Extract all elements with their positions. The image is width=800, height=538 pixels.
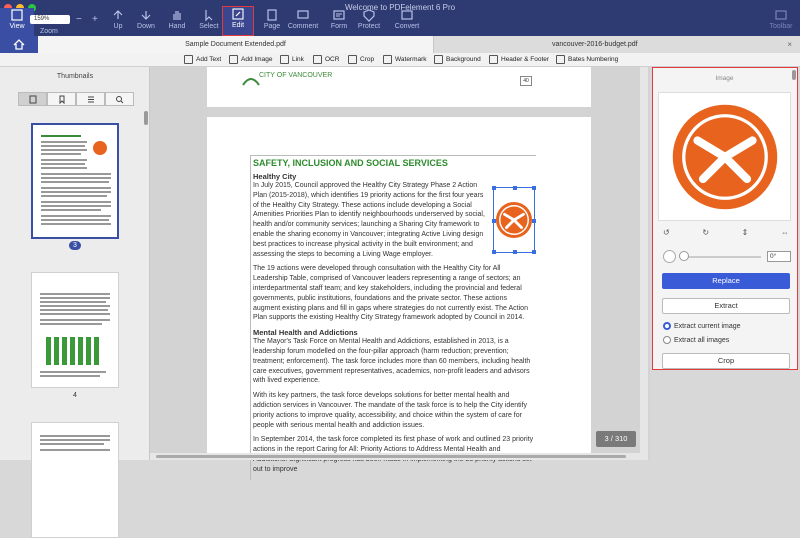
background-button[interactable]: [434, 55, 481, 64]
page-counter: 3 / 310: [596, 431, 636, 447]
hands-logo-icon: [495, 201, 533, 239]
image-panel-title: Image: [715, 75, 734, 82]
paragraph-5[interactable]: In September 2014, the task force completed its first phase of work and outlined 23 priority actions in the report Caring for All: Priority Actions to Address Mental Health and out to improve: [253, 436, 534, 473]
tab-sample-document[interactable]: Sample Document Extended.pdf: [38, 36, 434, 53]
document-vertical-scrollbar[interactable]: [640, 67, 648, 460]
down-arrow-icon: [130, 8, 162, 23]
down-button[interactable]: [130, 8, 162, 36]
subheading-healthy-city: Healthy City: [253, 172, 297, 181]
image-preview: [658, 92, 791, 221]
thumbnail-page-3[interactable]: [31, 123, 119, 239]
view-button[interactable]: [0, 8, 34, 36]
image-properties-panel: [652, 67, 798, 370]
extract-all-label: Extract all images: [674, 336, 730, 344]
comment-icon: [287, 8, 319, 23]
zoom-in-icon[interactable]: +: [92, 14, 98, 25]
convert-label: Convert: [394, 23, 420, 30]
edit-toolbar: [0, 53, 800, 67]
section-heading: SAFETY, INCLUSION AND SOCIAL SERVICES: [253, 158, 448, 168]
list-icon: [87, 95, 95, 104]
extract-current-label: Extract current image: [674, 322, 741, 330]
background-label: Background: [446, 56, 481, 63]
down-label: Down: [137, 23, 155, 30]
background-icon: [434, 55, 443, 64]
rotation-slider-handle[interactable]: [679, 251, 689, 261]
rotate-right-icon[interactable]: ↻: [702, 228, 710, 237]
paragraph-3[interactable]: The Mayor's Task Force on Mental Health and Addictions, established in 2013, is a leadership forum modelled on the four-pillar approach (harm reduction; prevention; treatment; enforcement). The task force includes more than 60 members, including health care executives, government representatives, academics, non-profit leaders and advisors with lived experience.: [253, 338, 531, 385]
hand-button[interactable]: [161, 8, 193, 36]
flip-vertical-icon[interactable]: ⇕: [741, 228, 749, 237]
thumbnails-title: Thumbnails: [56, 73, 94, 80]
ocr-icon: [313, 55, 322, 64]
radio-unchecked-icon: [663, 336, 671, 344]
home-button[interactable]: [0, 36, 38, 53]
toolbar-toggle-button[interactable]: [764, 8, 798, 36]
link-label: Link: [292, 56, 304, 63]
convert-icon: [390, 8, 424, 23]
add-image-icon: [229, 55, 238, 64]
subheading-mental-health: Mental Health and Addictions: [253, 328, 358, 338]
tab-thumbnails[interactable]: [18, 92, 47, 106]
city-logo-icon: [241, 71, 261, 89]
form-label: Form: [330, 23, 348, 30]
radio-checked-icon: [663, 322, 671, 330]
view-label: View: [9, 23, 25, 30]
cursor-icon: [193, 8, 225, 23]
page-icon: [256, 8, 288, 23]
pdf-page-current: [207, 117, 591, 473]
right-panel-scrollbar[interactable]: [792, 70, 796, 80]
protect-button[interactable]: [353, 8, 385, 36]
pdf-page-previous: [207, 67, 591, 107]
comment-label: Comment: [287, 23, 319, 30]
select-label: Select: [199, 23, 219, 30]
hand-label: Hand: [168, 23, 186, 30]
thumbnail-page-4[interactable]: [31, 272, 119, 388]
bookmark-icon: [58, 95, 66, 104]
page-number-4: 4: [73, 392, 77, 399]
page-badge: 40: [520, 76, 532, 86]
thumbnail-page-5[interactable]: [31, 422, 119, 538]
page-icon: [29, 95, 37, 104]
thumbnail-logo-icon: [93, 141, 107, 155]
hands-logo-preview-icon: [670, 102, 780, 212]
home-icon: [13, 39, 25, 50]
toolbar-icon: [764, 8, 798, 23]
watermark-icon: [383, 55, 392, 64]
page-button[interactable]: [256, 8, 288, 36]
sidebar-tabs: [18, 92, 134, 106]
document-view[interactable]: [150, 67, 650, 473]
tab-bookmarks[interactable]: [47, 92, 76, 106]
extract-all-radio[interactable]: [663, 336, 729, 344]
form-button[interactable]: [323, 8, 355, 36]
thumbnails-scrollbar[interactable]: [144, 111, 148, 125]
page-label: Page: [263, 23, 281, 30]
paragraph-2[interactable]: The 19 actions were developed through consultation with the Healthy City for All Leadership Table, comprised of Vancouver leaders representing a range of sectors; an interdepartmental staff team; and key stakeholders, including the provincial and federal governments, public institutions, foundations and the private sector. These actions augment existing plans and fill in gaps where strategies do not currently exist. The Action Plan supports the existing Healthy City Strategy framework adopted by Council in 2014.: [253, 265, 528, 322]
rotation-degree-input[interactable]: 0°: [767, 251, 791, 262]
crop-button[interactable]: Crop: [662, 353, 790, 369]
ocr-button[interactable]: [313, 55, 339, 64]
add-text-button[interactable]: [184, 55, 221, 64]
add-image-label: Add Image: [241, 56, 273, 63]
link-icon: [280, 55, 289, 64]
crop-icon: [348, 55, 357, 64]
header-footer-label: Header & Footer: [501, 56, 550, 63]
page-number-3: 3: [0, 242, 150, 249]
main-toolbar: [0, 0, 800, 36]
shield-icon: [353, 8, 385, 23]
edit-button[interactable]: [222, 6, 254, 36]
extract-current-radio[interactable]: [663, 322, 741, 330]
header-footer-icon: [489, 55, 498, 64]
link-button[interactable]: [280, 55, 304, 64]
crop-tool-button[interactable]: [348, 55, 374, 64]
zoom-select[interactable]: 159%: [30, 15, 70, 24]
flip-horizontal-icon[interactable]: ⇔: [780, 228, 789, 237]
crop-tool-label: Crop: [360, 56, 375, 63]
tab-search[interactable]: [105, 92, 134, 106]
tab-vancouver-budget-label: vancouver-2016-budget.pdf: [552, 41, 638, 48]
thumbnails-panel: [0, 67, 150, 460]
form-icon: [323, 8, 355, 23]
opacity-icon: [663, 250, 676, 263]
view-icon: [0, 8, 34, 23]
add-text-label: Add Text: [196, 56, 222, 63]
replace-button[interactable]: Replace: [662, 273, 790, 289]
protect-label: Protect: [357, 23, 381, 30]
zoom-out-icon[interactable]: −: [76, 14, 82, 25]
convert-button[interactable]: [390, 8, 424, 36]
extract-button[interactable]: Extract: [662, 298, 790, 314]
bates-numbering-label: Bates Numbering: [568, 56, 619, 63]
edit-label: Edit: [231, 22, 245, 29]
rotation-slider-track[interactable]: [681, 256, 761, 258]
zoom-label: Zoom: [40, 28, 58, 35]
hand-icon: [161, 8, 193, 23]
bates-numbering-icon: [556, 55, 565, 64]
comment-button[interactable]: [287, 8, 319, 36]
paragraph-1[interactable]: In July 2015, Council approved the Healthy City Strategy Phase 2 Action Plan (2015-2018), which identifies 19 priority actions for the first four years of the Healthy City Strategy. These actions include developing a Social Amenities Priorities Plan to identify neighbourhoods underserved by social, health and/or community services; launching a Sharing City framework to enable the sharing economy in Vancouver; integrating Active Living design best practices to increase physical activity in the built environment; and assessing the steps to becoming a Living Wage employer.: [253, 182, 485, 258]
tab-vancouver-budget[interactable]: [434, 36, 800, 53]
toolbar-label: Toolbar: [769, 23, 793, 30]
tab-annotations[interactable]: [76, 92, 105, 106]
header-footer-button[interactable]: [489, 55, 549, 64]
selected-image[interactable]: [493, 187, 535, 253]
select-button[interactable]: [193, 8, 225, 36]
document-tabs: [0, 36, 800, 53]
watermark-button[interactable]: [383, 55, 427, 64]
window-title: Welcome to PDFelement 6 Pro: [344, 3, 456, 12]
image-transform-row: [663, 228, 789, 237]
up-label: Up: [113, 23, 123, 30]
thumbnail-bar-chart: [46, 333, 106, 365]
ocr-label: OCR: [325, 56, 340, 63]
watermark-label: Watermark: [395, 56, 427, 63]
rotate-left-icon[interactable]: ↺: [663, 228, 670, 237]
add-image-button[interactable]: [229, 55, 272, 64]
bates-numbering-button[interactable]: [556, 55, 618, 64]
edit-pencil-icon: [223, 7, 253, 22]
city-logo-text: CITY OF VANCOUVER: [259, 72, 333, 79]
paragraph-4[interactable]: With its key partners, the task force develops solutions for better mental health and addiction services in Vancouver. The mandate of the task force is to help the City identify priority actions to improve quality, accessibility, and choice within the system of care for people with serious mental health and addiction issues.: [253, 392, 528, 429]
document-horizontal-scrollbar[interactable]: [150, 453, 640, 460]
search-icon: [115, 95, 124, 104]
close-tab-icon[interactable]: ×: [787, 40, 792, 49]
add-text-icon: [184, 55, 193, 64]
